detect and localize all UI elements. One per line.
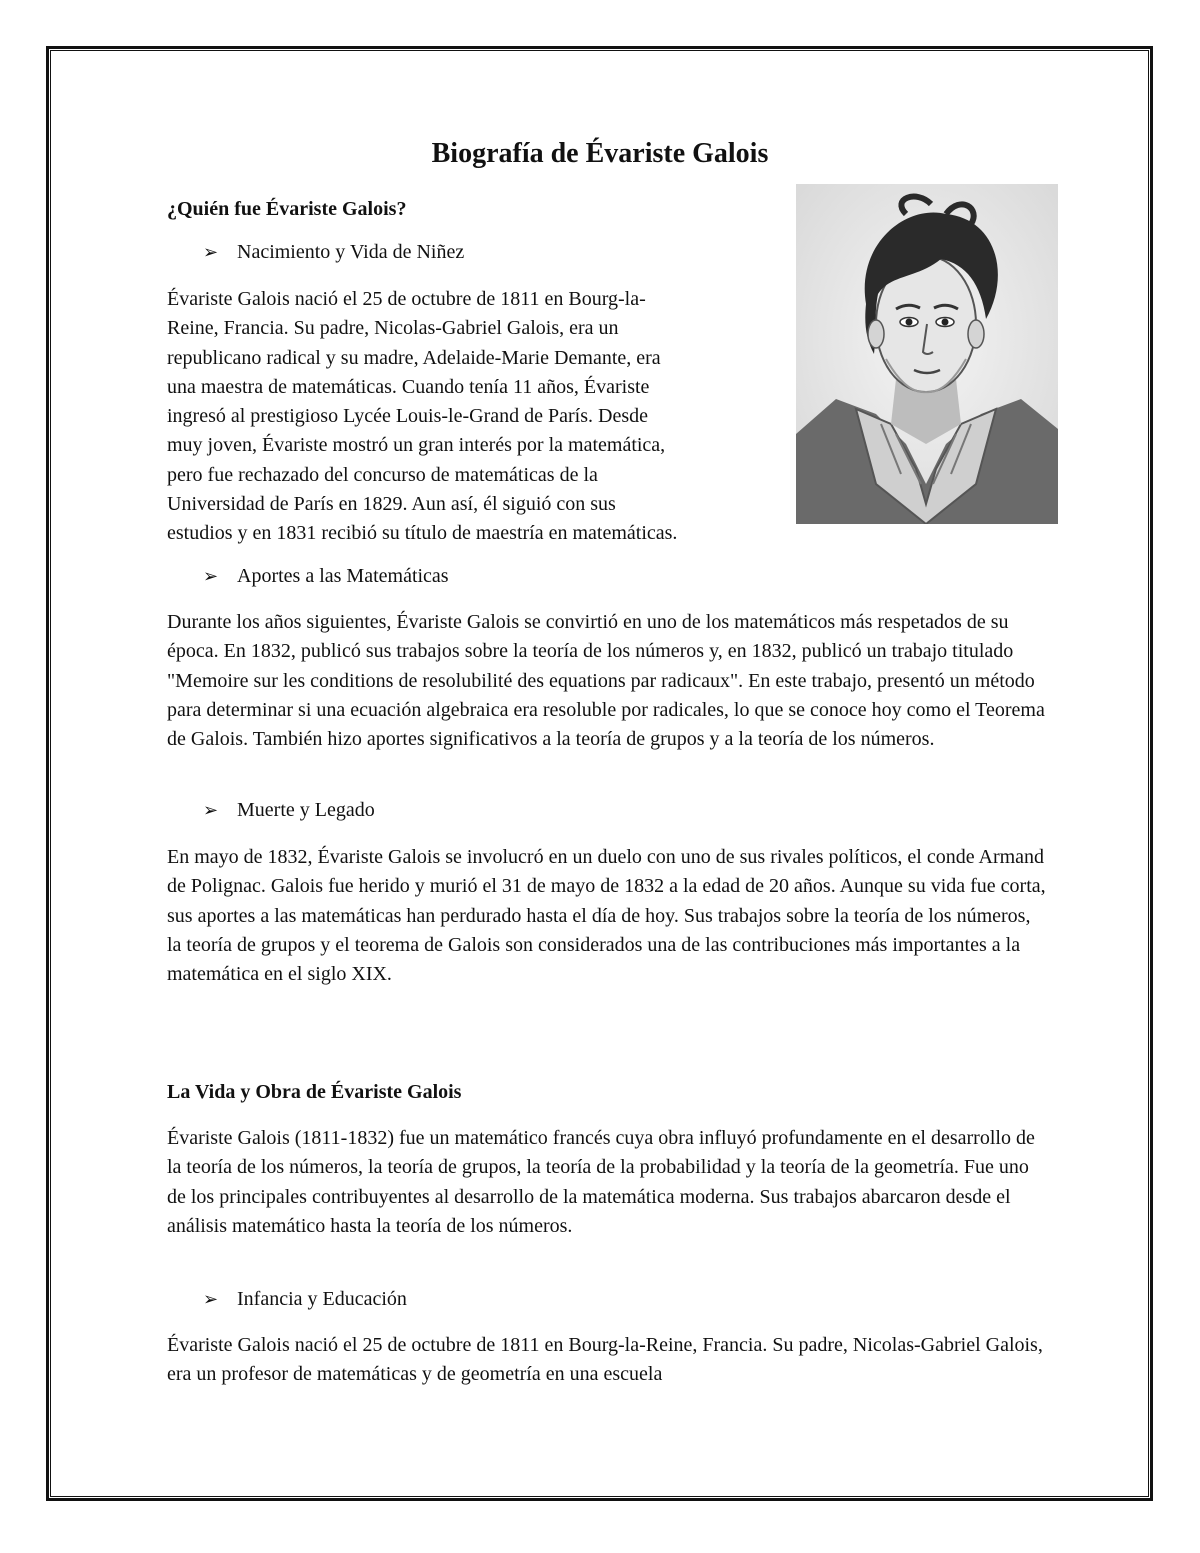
bullet-label: Muerte y Legado <box>237 799 375 821</box>
bullet-childhood-education <box>203 1288 407 1311</box>
paragraph-line: muy joven, Évariste mostró un gran interés por la matemática, <box>167 434 666 457</box>
paragraph-life-work: Évariste Galois (1811-1832) fue un matemático francés cuya obra influyó profundamente en el desarrollo de la teoría de los números, la teoría de grupos, la teoría de la probabilidad y la teoría de la geometría. Fue uno de los principales contribuyentes al desarrollo de la matemática moderna. Sus trabajos abarcaron desde el análisis matemático hasta la teoría de los números. <box>167 1127 1035 1237</box>
paragraph-line: estudios y en 1831 recibió su título de maestría en matemáticas. <box>167 522 678 545</box>
bullet-death-legacy <box>203 799 375 822</box>
document-title: Biografía de Évariste Galois <box>431 138 769 169</box>
bullet-contributions <box>203 565 449 588</box>
galois-portrait <box>796 184 1058 524</box>
paragraph-line: Reine, Francia. Su padre, Nicolas-Gabriel Galois, era un <box>167 317 619 340</box>
bullet-label: Aportes a las Matemáticas <box>237 565 449 587</box>
paragraph-line: Évariste Galois nació el 25 de octubre de 1811 en Bourg-la- <box>167 288 646 310</box>
paragraph-line: ingresó al prestigioso Lycée Louis-le-Grand de París. Desde <box>167 405 648 428</box>
paragraph-line: pero fue rechazado del concurso de matemáticas de la <box>167 463 598 486</box>
paragraph-line: Universidad de París en 1829. Aun así, él siguió con sus <box>167 493 616 516</box>
bullet-label: Nacimiento y Vida de Niñez <box>237 241 465 263</box>
section-heading-who: ¿Quién fue Évariste Galois? <box>167 198 407 220</box>
bullet-birth-childhood <box>203 241 464 264</box>
arrow-bullet-icon: ➢ <box>203 1289 219 1309</box>
bullet-label: Infancia y Educación <box>237 1288 407 1310</box>
paragraph-line: una maestra de matemáticas. Cuando tenía 11 años, Évariste <box>167 375 650 398</box>
paragraph-contributions: Durante los años siguientes, Évariste Galois se convirtió en uno de los matemáticos más respetados de su época. En 1832, publicó sus trabajos sobre la teoría de los números y, en 1832, publicó un trabajo titulado "Memoire sur les conditions de resolubilité des equations par radicaux". En este trabajo, presentó un método para determinar si una ecuación algebraica era resoluble por radicales, lo que se conoce hoy como el Teorema de Galois. También hizo aportes significativos a la teoría de grupos y a la teoría de los números. <box>167 611 1045 751</box>
paragraph-birth <box>167 285 787 549</box>
section-heading-life-work: La Vida y Obra de Évariste Galois <box>167 1081 462 1103</box>
arrow-bullet-icon: ➢ <box>203 800 219 820</box>
paragraph-death-legacy: En mayo de 1832, Évariste Galois se involucró en un duelo con uno de sus rivales políticos, el conde Armand de Polignac. Galois fue herido y murió el 31 de mayo de 1832 a la edad de 20 años. Aunque su vida fue corta, sus aportes a las matemáticas han perdurado hasta el día de hoy. Sus trabajos sobre la teoría de los números, la teoría de grupos y el teorema de Galois son considerados una de las contribuciones más importantes a la matemática en el siglo XIX. <box>167 846 1046 986</box>
paragraph-line: republicano radical y su madre, Adelaide-Marie Demante, era <box>167 346 661 369</box>
arrow-bullet-icon: ➢ <box>203 242 219 262</box>
arrow-bullet-icon: ➢ <box>203 566 219 586</box>
paragraph-childhood-education: Évariste Galois nació el 25 de octubre de 1811 en Bourg-la-Reine, Francia. Su padre, Nicolas-Gabriel Galois, era un profesor de matemáticas y de geometría en una escuela <box>167 1334 1043 1386</box>
